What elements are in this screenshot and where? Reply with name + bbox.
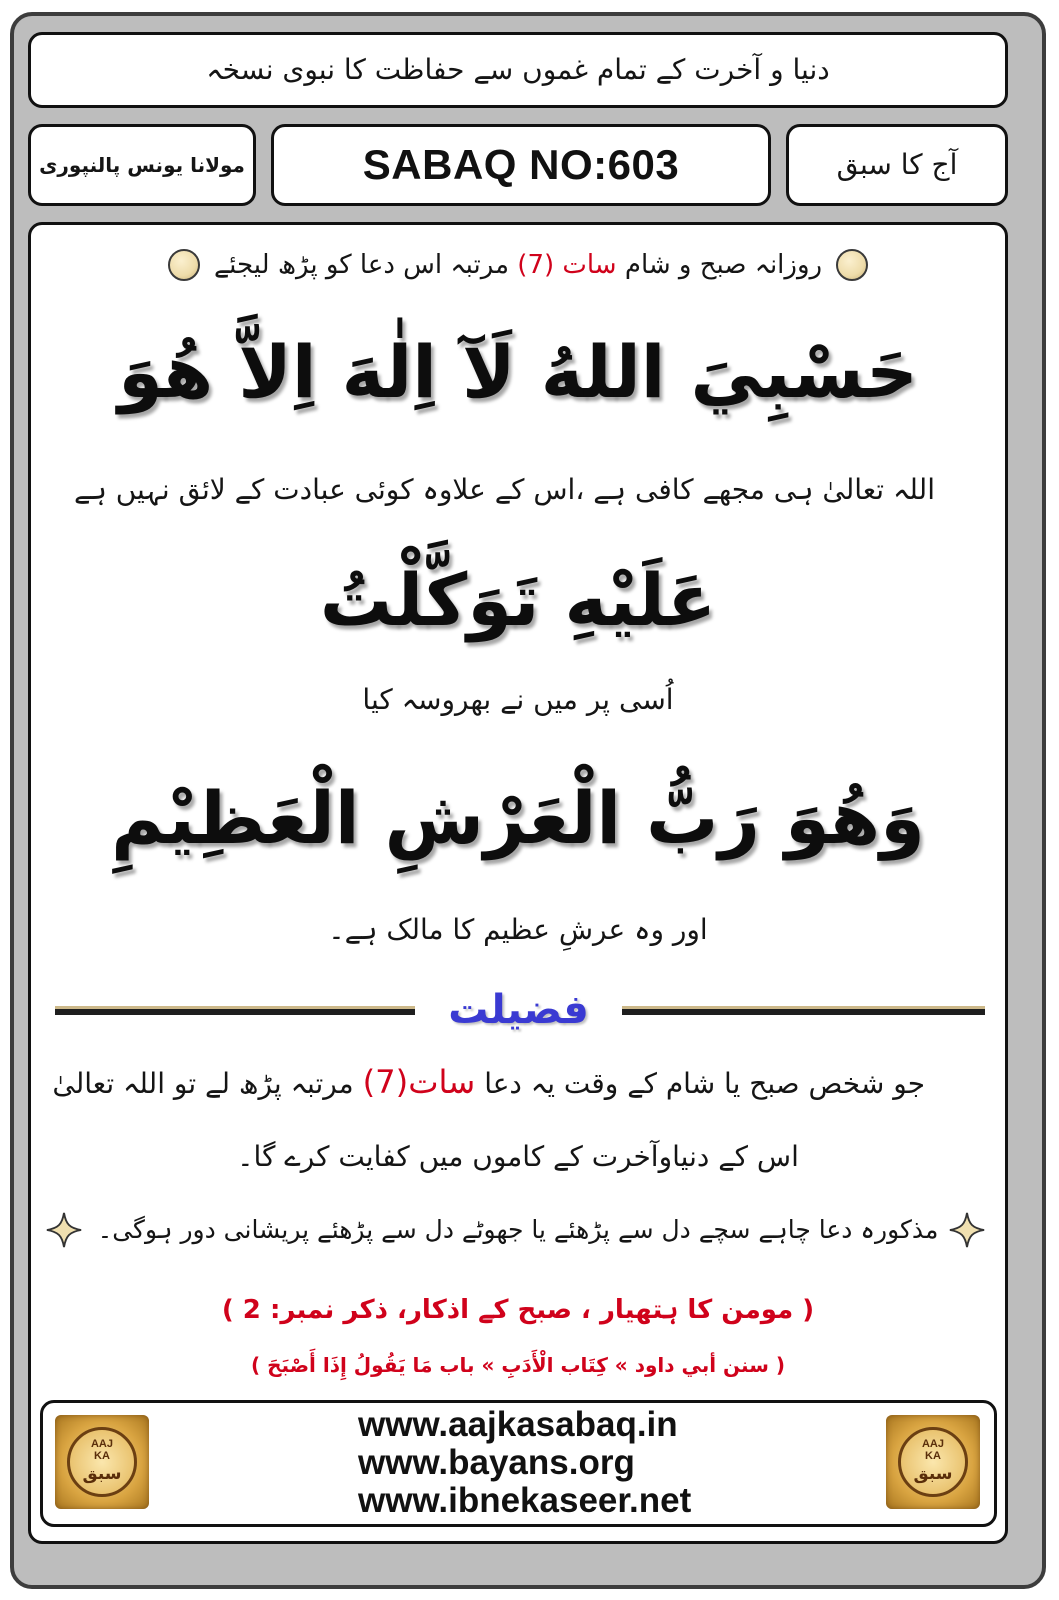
virtue-line-1 (31, 1055, 1005, 1109)
repeat-count: سات (7) (517, 250, 617, 280)
website-url: www.aajkasabaq.in (358, 1405, 678, 1444)
dua-translation-part-2: اُسی پر میں نے بھروسہ کیا (362, 683, 674, 716)
section-divider-left (55, 1006, 415, 1015)
dua-arabic-part-3: وَهُوَ رَبُّ الْعَرْشِ الْعَظِيْمِ (111, 776, 925, 860)
instruction-suffix: مرتبہ اس دعا کو پڑھ لیجئے (213, 250, 510, 280)
virtue-line-1-suffix: مرتبہ پڑھ لے تو اللہ تعالیٰ (52, 1067, 354, 1100)
dua-translation-part-1: اللہ تعالیٰ ہی مجھے کافی ہے ،اس کے علاوہ کوئی عبادت کے لائق نہیں ہے (74, 473, 935, 506)
dua-translation-part-3: اور وہ عرشِ عظیم کا مالک ہے۔ (328, 913, 708, 946)
logo-text-line-1: AAJ (921, 1438, 944, 1450)
logo-emblem (67, 1427, 137, 1497)
virtue-line-2: اس کے دنیاوآخرت کے کاموں میں کفایت کرے گا۔ (237, 1140, 799, 1173)
dua-arabic-part-2: عَلَيْهِ تَوَكَّلْتُ (319, 558, 717, 642)
logo-text-line-1: AAJ (90, 1438, 113, 1450)
circle-bullet-icon (168, 249, 200, 281)
book-reference: ( مومن کا ہتھیار ، صبح کے اذکار، ذکر نمبر: 2 ) (221, 1295, 815, 1325)
website-list (358, 1406, 691, 1520)
todays-lesson-label: آج کا سبق (836, 148, 958, 181)
hadith-reference: ( سنن أبي داود » كِتَاب الْأَدَبِ » باب مَا يَقُولُ إِذَا أَصْبَحَ ) (251, 1353, 785, 1377)
footer (40, 1400, 997, 1527)
logo-text-line-3: سبق (913, 1464, 953, 1484)
lesson-content (28, 222, 1008, 1544)
instruction-text (214, 241, 822, 289)
section-divider-right (622, 1006, 985, 1015)
aaj-ka-sabaq-logo (55, 1415, 149, 1509)
virtue-repeat-count: سات(7) (362, 1063, 476, 1101)
four-point-star-icon (948, 1211, 986, 1249)
website-url: www.ibnekaseer.net (358, 1481, 692, 1520)
lesson-number: SABAQ NO:603 (362, 141, 680, 188)
todays-lesson-box (786, 124, 1008, 206)
logo-emblem (898, 1427, 968, 1497)
virtue-line-1-prefix: جو شخص صبح یا شام کے وقت یہ دعا (484, 1067, 925, 1100)
logo-text-line-2: KA (925, 1450, 941, 1462)
circle-bullet-icon (836, 249, 868, 281)
logo-text-line-3: سبق (82, 1464, 122, 1484)
website-url: www.bayans.org (358, 1443, 635, 1482)
poster-title: دنیا و آخرت کے تمام غموں سے حفاظت کا نبوی نسخہ (206, 53, 830, 86)
lesson-number-box (271, 124, 771, 206)
four-point-star-icon (45, 1211, 83, 1249)
author-name: مولانا یونس پالنپوری (39, 153, 245, 177)
virtue-heading: فضیلت (448, 987, 589, 1033)
header-banner (28, 32, 1008, 108)
instruction-prefix: روزانہ صبح و شام (624, 250, 823, 280)
dua-arabic-part-1: حَسْبِيَ اللهُ لَآ اِلٰهَ اِلاَّ هُوَ (118, 330, 918, 414)
aaj-ka-sabaq-logo (886, 1415, 980, 1509)
instruction-row (31, 241, 1005, 289)
logo-text-line-2: KA (94, 1450, 110, 1462)
author-box (28, 124, 256, 206)
virtue-note: مذکورہ دعا چاہے سچے دل سے پڑھئے یا جھوٹے دل سے پڑھئے پریشانی دور ہوگی۔ (97, 1215, 939, 1244)
